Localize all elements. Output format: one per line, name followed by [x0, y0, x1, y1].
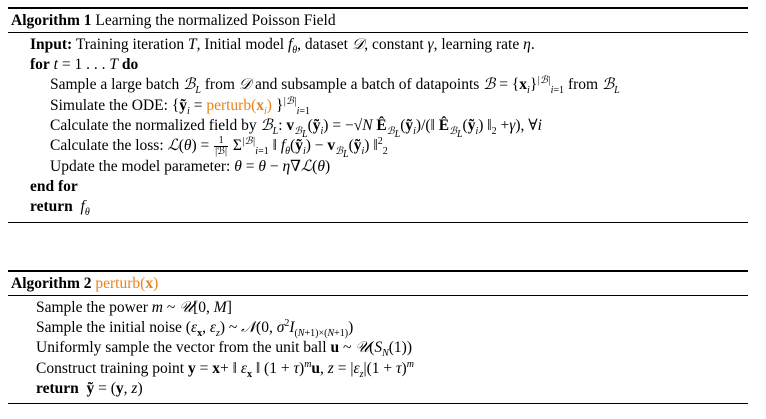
- step-sample-vector: Uniformly sample the vector from the unit ball u ~ $𝒰(S_N(1))$: [36, 339, 412, 360]
- for-line: for t = 1 . . . T do: [30, 56, 139, 74]
- step-normalized-field: Calculate the normalized field by ℬ$_L$: $v_{ℬ_L}(ỹ_i) = -√N$ $Ê_{ℬ_L}(ỹ_i)/(‖$ $Ê_{ℬ_L}(ỹ_i)$ $‖_2 +\gamma$), ∀i: [50, 116, 542, 140]
- bottom-rule: [8, 403, 748, 404]
- return-line: return $f_\theta$: [30, 198, 90, 219]
- step-simulate-ode: Simulate the ODE: {ỹ$_i$ = $perturb(x_i)$ }$^{|ℬ|}_{i=1}$: [50, 95, 311, 117]
- step-loss: Calculate the loss: ℒ(θ) = $\frac{1}{\text{|ℬ|}}$ $\Sigma^{|ℬ|}_{i=1}$ ‖ $f_\theta(ỹ_i)$ − $v_{ℬ_L}(ỹ_i)$ ‖$^2_2$: [50, 135, 388, 161]
- return-line-2: return ỹ = (y, z): [36, 379, 143, 397]
- step-sample-batch: Sample a large batch ℬ$_L$ from 𝒟 and subsample a batch of datapoints ℬ = $\{x_i\}^{|ℬ|}_{i=1}$ from ℬ$_L$: [50, 75, 620, 97]
- step-update: Update the model parameter: θ = θ − η∇ℒ(θ): [50, 158, 331, 176]
- bottom-rule: [8, 222, 748, 223]
- algorithm-1-block: [8, 7, 748, 223]
- step-sample-power: Sample the power m ~ 𝒰[0, M]: [36, 299, 232, 316]
- algorithm-2-body: [8, 296, 748, 403]
- step-sample-noise: Sample the initial noise ($\varepsilon_x$, $\varepsilon_z$) ~ 𝒩(0, $\sigma^2I_{(N+1)\times(N+1)}$): [36, 318, 354, 340]
- end-for-line: end for: [30, 178, 78, 196]
- algorithm-2-label: Algorithm 2: [11, 275, 92, 292]
- algorithm-1-title: Learning the normalized Poisson Field: [95, 12, 336, 29]
- algorithm-2-header: [8, 272, 748, 295]
- step-construct-point: Construct training point y = x+ ‖ $\varepsilon_x$ ‖ $(1 + \tau)^mu$, $z = |\varepsilon_z|(1 + \tau)^m$: [36, 358, 414, 380]
- algorithm-1-header: [8, 9, 748, 32]
- algorithm-2-block: [8, 270, 748, 404]
- algorithm-1-body: [8, 33, 748, 222]
- input-line: Input: Training iteration T, Initial model $f_\theta$, dataset 𝒟, constant γ, learning rate η.: [30, 36, 535, 57]
- algorithm-1-label: Algorithm 1: [11, 12, 92, 29]
- algorithm-2-title: perturb(x): [95, 275, 159, 292]
